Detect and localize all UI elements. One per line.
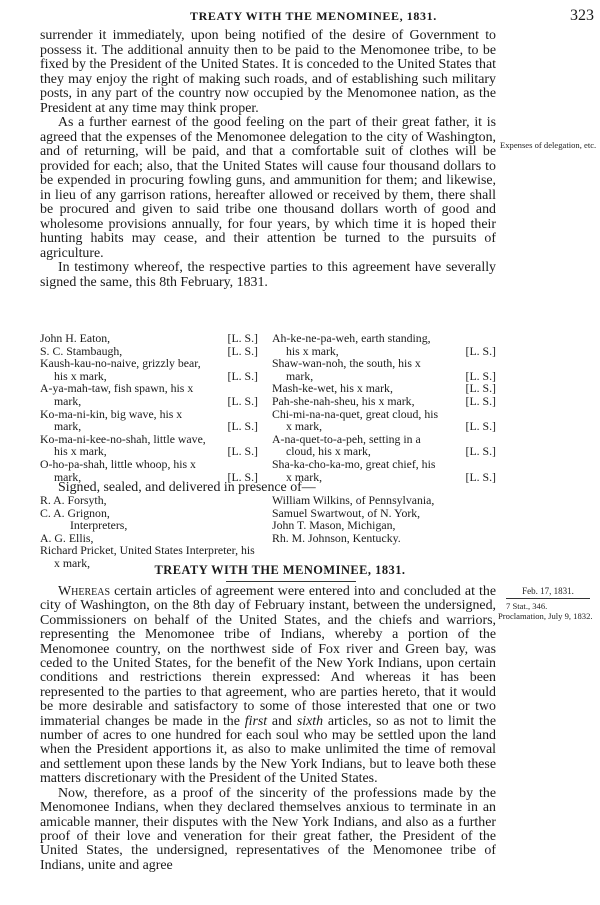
signer-mark: his x mark,: [286, 343, 339, 358]
seal-mark: [L. S.]: [465, 343, 496, 358]
presence-intro: Signed, sealed, and delivered in presence of—: [58, 480, 316, 495]
paragraph-expenses: As a further earnest of the good feeling on the part of their great father, it is agreed that the expenses of the Menomonee delegation to the city of Washington, and of returning, will be paid, and that a comfortable suit of clothes will be provided for each; also, that the United States will cause four thousand dollars to be expended in procuring fowling guns, and ammunition for them; and likewise, in lieu of any garrison rations, hereafter allowed or received by them, there shall be procured and given to said tribe one thousand dollars worth of good and wholesome provisions annually, for four years, by which time it is hoped their hunting habits may cease, and their attention be turned to the pursuits of agriculture.: [40, 115, 496, 261]
witness-entry: Samuel Swartwout, of N. York,: [272, 505, 421, 520]
signer-mark: his x mark,: [54, 368, 107, 383]
signer-mark: x mark,: [286, 419, 323, 434]
seal-mark: [L. S.]: [227, 419, 258, 434]
seal-mark: [L. S.]: [465, 444, 496, 459]
seal-mark: [L. S.]: [465, 381, 496, 396]
signer-name: A-ya-mah-taw, fish spawn, his x: [40, 381, 194, 396]
signer-name: Kaush-kau-no-naive, grizzly bear,: [40, 356, 201, 371]
signer-name: O-ho-pa-shah, little whoop, his x: [40, 456, 196, 471]
witness-entry: William Wilkins, of Pennsylvania,: [272, 493, 435, 507]
signer-mark: mark,: [54, 419, 82, 434]
signature-entry: [40, 408, 258, 433]
signer-name: Chi-mi-na-na-quet, great cloud, his: [272, 406, 439, 421]
running-head-title: TREATY WITH THE MENOMINEE, 1831.: [190, 9, 437, 23]
signer-mark: mark,: [286, 368, 314, 383]
italic-first: first: [244, 713, 268, 729]
signer-name: Pah-she-nah-sheu, his x mark,: [272, 393, 415, 408]
paragraph-testimony: In testimony whereof, the respective parties to this agreement have severally signed the same, this 8th February, 1831.: [40, 260, 496, 290]
signature-entry: [40, 433, 258, 458]
signer-name: Ko-ma-ni-kee-no-shah, little wave,: [40, 431, 206, 446]
signatures-right-column: [272, 332, 496, 483]
signature-entry: [272, 357, 496, 382]
signature-entry: [272, 395, 496, 408]
section-title: TREATY WITH THE MENOMINEE, 1831.: [154, 563, 406, 577]
signature-entry: [40, 332, 258, 345]
seal-mark: [L. S.]: [465, 419, 496, 434]
paragraph-now-therefore: Now, therefore, as a proof of the sincerity of the professions made by the Menomonee Indians, when they declared themselves anxious to terminate in an amicable manner, their disputes with the New York Indians, and also as a further proof of their love and veneration for their great father, the President of the United States, the undersigned, representatives of the Menomonee tribe of Indians, unite and agree: [40, 785, 496, 873]
margin-note-stat: 7 Stat., 346.: [506, 601, 548, 611]
signature-entry: [272, 332, 496, 357]
signer-mark: x mark,: [286, 469, 323, 484]
signature-entry: [272, 408, 496, 433]
page-number: 323: [570, 7, 594, 24]
signature-block: [40, 331, 496, 484]
text-run: and: [267, 713, 297, 729]
lead-word: Whereas: [58, 584, 111, 599]
seal-mark: [L. S.]: [227, 393, 258, 408]
seal-mark: [L. S.]: [227, 343, 258, 358]
signer-name: Sha-ka-cho-ka-mo, great chief, his: [272, 456, 436, 471]
signature-entry: [40, 382, 258, 407]
seal-mark: [L. S.]: [227, 331, 258, 345]
witness-role: Interpreters,: [70, 518, 128, 533]
paragraph-continuation: surrender it immediately, upon being notified of the desire of Government to possess it. The additional annuity then to be paid to the Menomonee tribe, to be fixed by the President of the United States. It is conceded to the United States that they may enjoy the right of making such roads, and of establishing such military posts, in any part of the country now occupied by the Menomonee nation, as the President at any time may think proper.: [40, 28, 496, 116]
seal-mark: [L. S.]: [465, 469, 496, 484]
margin-note-proclamation: Proclamation, July 9, 1832.: [498, 611, 593, 621]
witness-entry: John T. Mason, Michigan,: [272, 518, 396, 533]
italic-sixth: sixth: [296, 713, 324, 729]
witness-entry: R. A. Forsyth,: [40, 493, 107, 507]
witness-entry: A. G. Ellis,: [40, 530, 94, 545]
signer-mark: mark,: [54, 393, 82, 408]
signer-name: A-na-quet-to-a-peh, setting in a: [272, 431, 421, 446]
margin-note-date: Feb. 17, 1831.: [522, 586, 574, 596]
margin-rule: [506, 598, 590, 599]
signer-name: John H. Eaton,: [40, 331, 111, 345]
signature-entry: [272, 433, 496, 458]
running-head: [0, 9, 600, 25]
paragraph-whereas: [40, 585, 496, 787]
signature-entry: [40, 357, 258, 382]
signatures-left-column: [40, 332, 258, 483]
text-run: articles, so as not to limit the number of acres to one hundred for each soul who may be settled upon the land when the President apportions it, as also to make unlimited the time of removal and settlement upon these lands by the New York Indians, but to leave both these matters discretionary with the President of the United States.: [40, 713, 496, 787]
seal-mark: [L. S.]: [465, 393, 496, 408]
signer-mark: cloud, his x mark,: [286, 444, 371, 459]
text-run: certain articles of agreement were entered into and concluded at the city of Washington, on the 8th day of February instant, between the undersigned, Commissioners on behalf of the United States, and the chiefs and warriors, representing the Menomonee tribe of Indians, whereby a portion of the Menomonee country, on the northwest side of Fox river and Green bay, was ceded to the United States, for the benefit of the New York Indians, upon certain conditions and restrictions therein expressed: And whereas it has been represented to the parties to that agreement, who are parties hereto, that it would be more desirable and satisfactory to some of those interested that one or two immaterial changes be made in the: [40, 584, 496, 729]
treaty-body-text: [40, 29, 496, 290]
signer-mark: his x mark,: [54, 444, 107, 459]
margin-note-expenses: Expenses of delegation, etc.: [500, 140, 597, 150]
signer-name: Ko-ma-ni-kin, big wave, his x: [40, 406, 183, 421]
signer-name: S. C. Stambaugh,: [40, 343, 123, 358]
signer-name: Mash-ke-wet, his x mark,: [272, 381, 393, 396]
witness-entry: Richard Pricket, United States Interpreter, his x mark,: [40, 543, 255, 570]
signer-mark: mark,: [54, 469, 82, 484]
witnesses-right-column: [272, 494, 496, 544]
seal-mark: [L. S.]: [227, 368, 258, 383]
witness-entry: Rh. M. Johnson, Kentucky.: [272, 530, 401, 545]
title-rule: [226, 581, 356, 582]
seal-mark: [L. S.]: [227, 444, 258, 459]
signer-name: Ah-ke-ne-pa-weh, earth standing,: [272, 331, 431, 345]
seal-mark: [L. S.]: [227, 469, 258, 484]
witnesses-left-column: [40, 494, 258, 570]
witness-entry: C. A. Grignon,: [40, 505, 110, 520]
seal-mark: [L. S.]: [465, 368, 496, 383]
second-treaty-text: [40, 585, 496, 873]
signer-name: Shaw-wan-noh, the south, his x: [272, 356, 421, 371]
